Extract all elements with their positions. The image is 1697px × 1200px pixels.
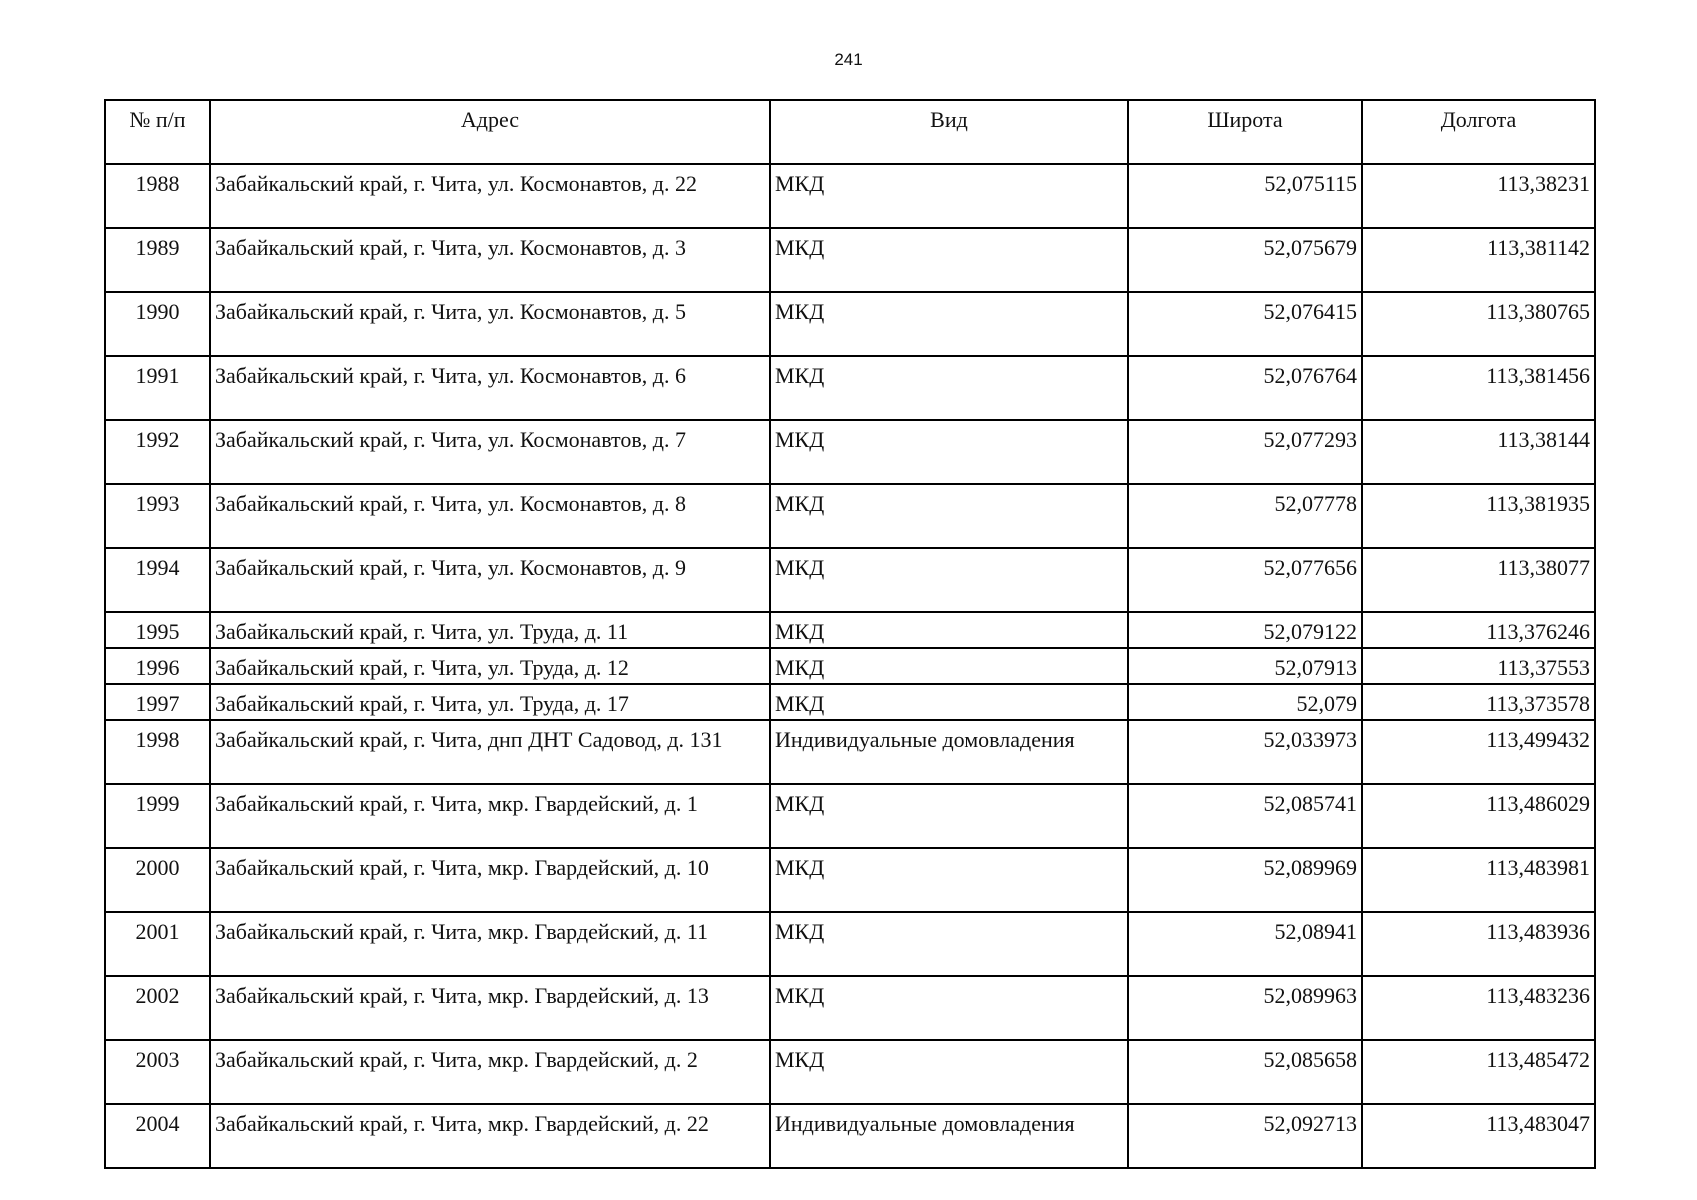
cell-latitude: 52,08941 bbox=[1128, 912, 1362, 976]
cell-address: Забайкальский край, г. Чита, ул. Космонавтов, д. 3 bbox=[210, 228, 770, 292]
cell-longitude: 113,485472 bbox=[1362, 1040, 1595, 1104]
table-row bbox=[105, 548, 1595, 612]
cell-longitude: 113,373578 bbox=[1362, 684, 1595, 720]
cell-kind: МКД bbox=[770, 420, 1128, 484]
cell-latitude: 52,079122 bbox=[1128, 612, 1362, 648]
cell-longitude: 113,38077 bbox=[1362, 548, 1595, 612]
cell-address: Забайкальский край, г. Чита, ул. Труда, д. 11 bbox=[210, 612, 770, 648]
cell-num: 1993 bbox=[105, 484, 210, 548]
cell-longitude: 113,499432 bbox=[1362, 720, 1595, 784]
cell-address: Забайкальский край, г. Чита, мкр. Гвардейский, д. 22 bbox=[210, 1104, 770, 1168]
table-row bbox=[105, 1040, 1595, 1104]
cell-kind: МКД bbox=[770, 1040, 1128, 1104]
cell-longitude: 113,38231 bbox=[1362, 164, 1595, 228]
cell-longitude: 113,486029 bbox=[1362, 784, 1595, 848]
cell-address: Забайкальский край, г. Чита, мкр. Гвардейский, д. 2 bbox=[210, 1040, 770, 1104]
page-number: 241 bbox=[834, 50, 863, 69]
cell-latitude: 52,085658 bbox=[1128, 1040, 1362, 1104]
cell-address: Забайкальский край, г. Чита, мкр. Гвардейский, д. 11 bbox=[210, 912, 770, 976]
cell-longitude: 113,381142 bbox=[1362, 228, 1595, 292]
cell-num: 1989 bbox=[105, 228, 210, 292]
cell-num: 2002 bbox=[105, 976, 210, 1040]
cell-latitude: 52,092713 bbox=[1128, 1104, 1362, 1168]
cell-num: 2000 bbox=[105, 848, 210, 912]
cell-latitude: 52,077656 bbox=[1128, 548, 1362, 612]
table-row bbox=[105, 648, 1595, 684]
cell-latitude: 52,033973 bbox=[1128, 720, 1362, 784]
cell-num: 2001 bbox=[105, 912, 210, 976]
table-row bbox=[105, 684, 1595, 720]
cell-longitude: 113,483236 bbox=[1362, 976, 1595, 1040]
cell-kind: МКД bbox=[770, 912, 1128, 976]
table-row bbox=[105, 484, 1595, 548]
table-row bbox=[105, 228, 1595, 292]
cell-address: Забайкальский край, г. Чита, днп ДНТ Садовод, д. 131 bbox=[210, 720, 770, 784]
cell-num: 2004 bbox=[105, 1104, 210, 1168]
table-row bbox=[105, 912, 1595, 976]
cell-address: Забайкальский край, г. Чита, мкр. Гвардейский, д. 10 bbox=[210, 848, 770, 912]
header-address: Адрес bbox=[210, 100, 770, 164]
cell-num: 1995 bbox=[105, 612, 210, 648]
cell-latitude: 52,076764 bbox=[1128, 356, 1362, 420]
cell-kind: МКД bbox=[770, 648, 1128, 684]
cell-latitude: 52,089969 bbox=[1128, 848, 1362, 912]
cell-address: Забайкальский край, г. Чита, ул. Труда, д. 12 bbox=[210, 648, 770, 684]
cell-address: Забайкальский край, г. Чита, мкр. Гвардейский, д. 13 bbox=[210, 976, 770, 1040]
table-row bbox=[105, 292, 1595, 356]
header-num: № п/п bbox=[105, 100, 210, 164]
header-longitude: Долгота bbox=[1362, 100, 1595, 164]
cell-longitude: 113,483936 bbox=[1362, 912, 1595, 976]
cell-longitude: 113,483981 bbox=[1362, 848, 1595, 912]
cell-latitude: 52,07913 bbox=[1128, 648, 1362, 684]
table-row bbox=[105, 164, 1595, 228]
cell-address: Забайкальский край, г. Чита, ул. Труда, д. 17 bbox=[210, 684, 770, 720]
cell-longitude: 113,38144 bbox=[1362, 420, 1595, 484]
cell-kind: МКД bbox=[770, 976, 1128, 1040]
cell-kind: МКД bbox=[770, 484, 1128, 548]
cell-address: Забайкальский край, г. Чита, ул. Космонавтов, д. 22 bbox=[210, 164, 770, 228]
cell-address: Забайкальский край, г. Чита, ул. Космонавтов, д. 6 bbox=[210, 356, 770, 420]
cell-kind: МКД bbox=[770, 292, 1128, 356]
cell-num: 1998 bbox=[105, 720, 210, 784]
table-row bbox=[105, 784, 1595, 848]
cell-kind: МКД bbox=[770, 848, 1128, 912]
cell-kind: МКД bbox=[770, 784, 1128, 848]
cell-latitude: 52,076415 bbox=[1128, 292, 1362, 356]
table-row bbox=[105, 612, 1595, 648]
cell-latitude: 52,089963 bbox=[1128, 976, 1362, 1040]
cell-num: 1991 bbox=[105, 356, 210, 420]
cell-num: 1996 bbox=[105, 648, 210, 684]
cell-num: 1999 bbox=[105, 784, 210, 848]
cell-num: 1997 bbox=[105, 684, 210, 720]
cell-longitude: 113,483047 bbox=[1362, 1104, 1595, 1168]
cell-address: Забайкальский край, г. Чита, ул. Космонавтов, д. 7 bbox=[210, 420, 770, 484]
cell-latitude: 52,075115 bbox=[1128, 164, 1362, 228]
cell-longitude: 113,37553 bbox=[1362, 648, 1595, 684]
header-row bbox=[105, 100, 1595, 164]
cell-longitude: 113,380765 bbox=[1362, 292, 1595, 356]
cell-num: 1992 bbox=[105, 420, 210, 484]
cell-latitude: 52,07778 bbox=[1128, 484, 1362, 548]
header-kind: Вид bbox=[770, 100, 1128, 164]
cell-address: Забайкальский край, г. Чита, мкр. Гвардейский, д. 1 bbox=[210, 784, 770, 848]
table-row bbox=[105, 720, 1595, 784]
cell-address: Забайкальский край, г. Чита, ул. Космонавтов, д. 9 bbox=[210, 548, 770, 612]
table-row bbox=[105, 420, 1595, 484]
cell-longitude: 113,381456 bbox=[1362, 356, 1595, 420]
table-row bbox=[105, 848, 1595, 912]
cell-num: 2003 bbox=[105, 1040, 210, 1104]
cell-address: Забайкальский край, г. Чита, ул. Космонавтов, д. 8 bbox=[210, 484, 770, 548]
cell-kind: Индивидуальные домовладения bbox=[770, 720, 1128, 784]
cell-kind: МКД bbox=[770, 356, 1128, 420]
cell-kind: Индивидуальные домовладения bbox=[770, 1104, 1128, 1168]
table-row bbox=[105, 976, 1595, 1040]
cell-kind: МКД bbox=[770, 612, 1128, 648]
cell-latitude: 52,085741 bbox=[1128, 784, 1362, 848]
cell-kind: МКД bbox=[770, 684, 1128, 720]
address-table bbox=[104, 99, 1596, 1169]
cell-num: 1994 bbox=[105, 548, 210, 612]
cell-kind: МКД bbox=[770, 228, 1128, 292]
cell-latitude: 52,079 bbox=[1128, 684, 1362, 720]
cell-num: 1988 bbox=[105, 164, 210, 228]
cell-num: 1990 bbox=[105, 292, 210, 356]
table-row bbox=[105, 1104, 1595, 1168]
table-row bbox=[105, 356, 1595, 420]
cell-address: Забайкальский край, г. Чита, ул. Космонавтов, д. 5 bbox=[210, 292, 770, 356]
cell-kind: МКД bbox=[770, 548, 1128, 612]
header-latitude: Широта bbox=[1128, 100, 1362, 164]
cell-longitude: 113,376246 bbox=[1362, 612, 1595, 648]
cell-kind: МКД bbox=[770, 164, 1128, 228]
cell-latitude: 52,077293 bbox=[1128, 420, 1362, 484]
cell-latitude: 52,075679 bbox=[1128, 228, 1362, 292]
cell-longitude: 113,381935 bbox=[1362, 484, 1595, 548]
